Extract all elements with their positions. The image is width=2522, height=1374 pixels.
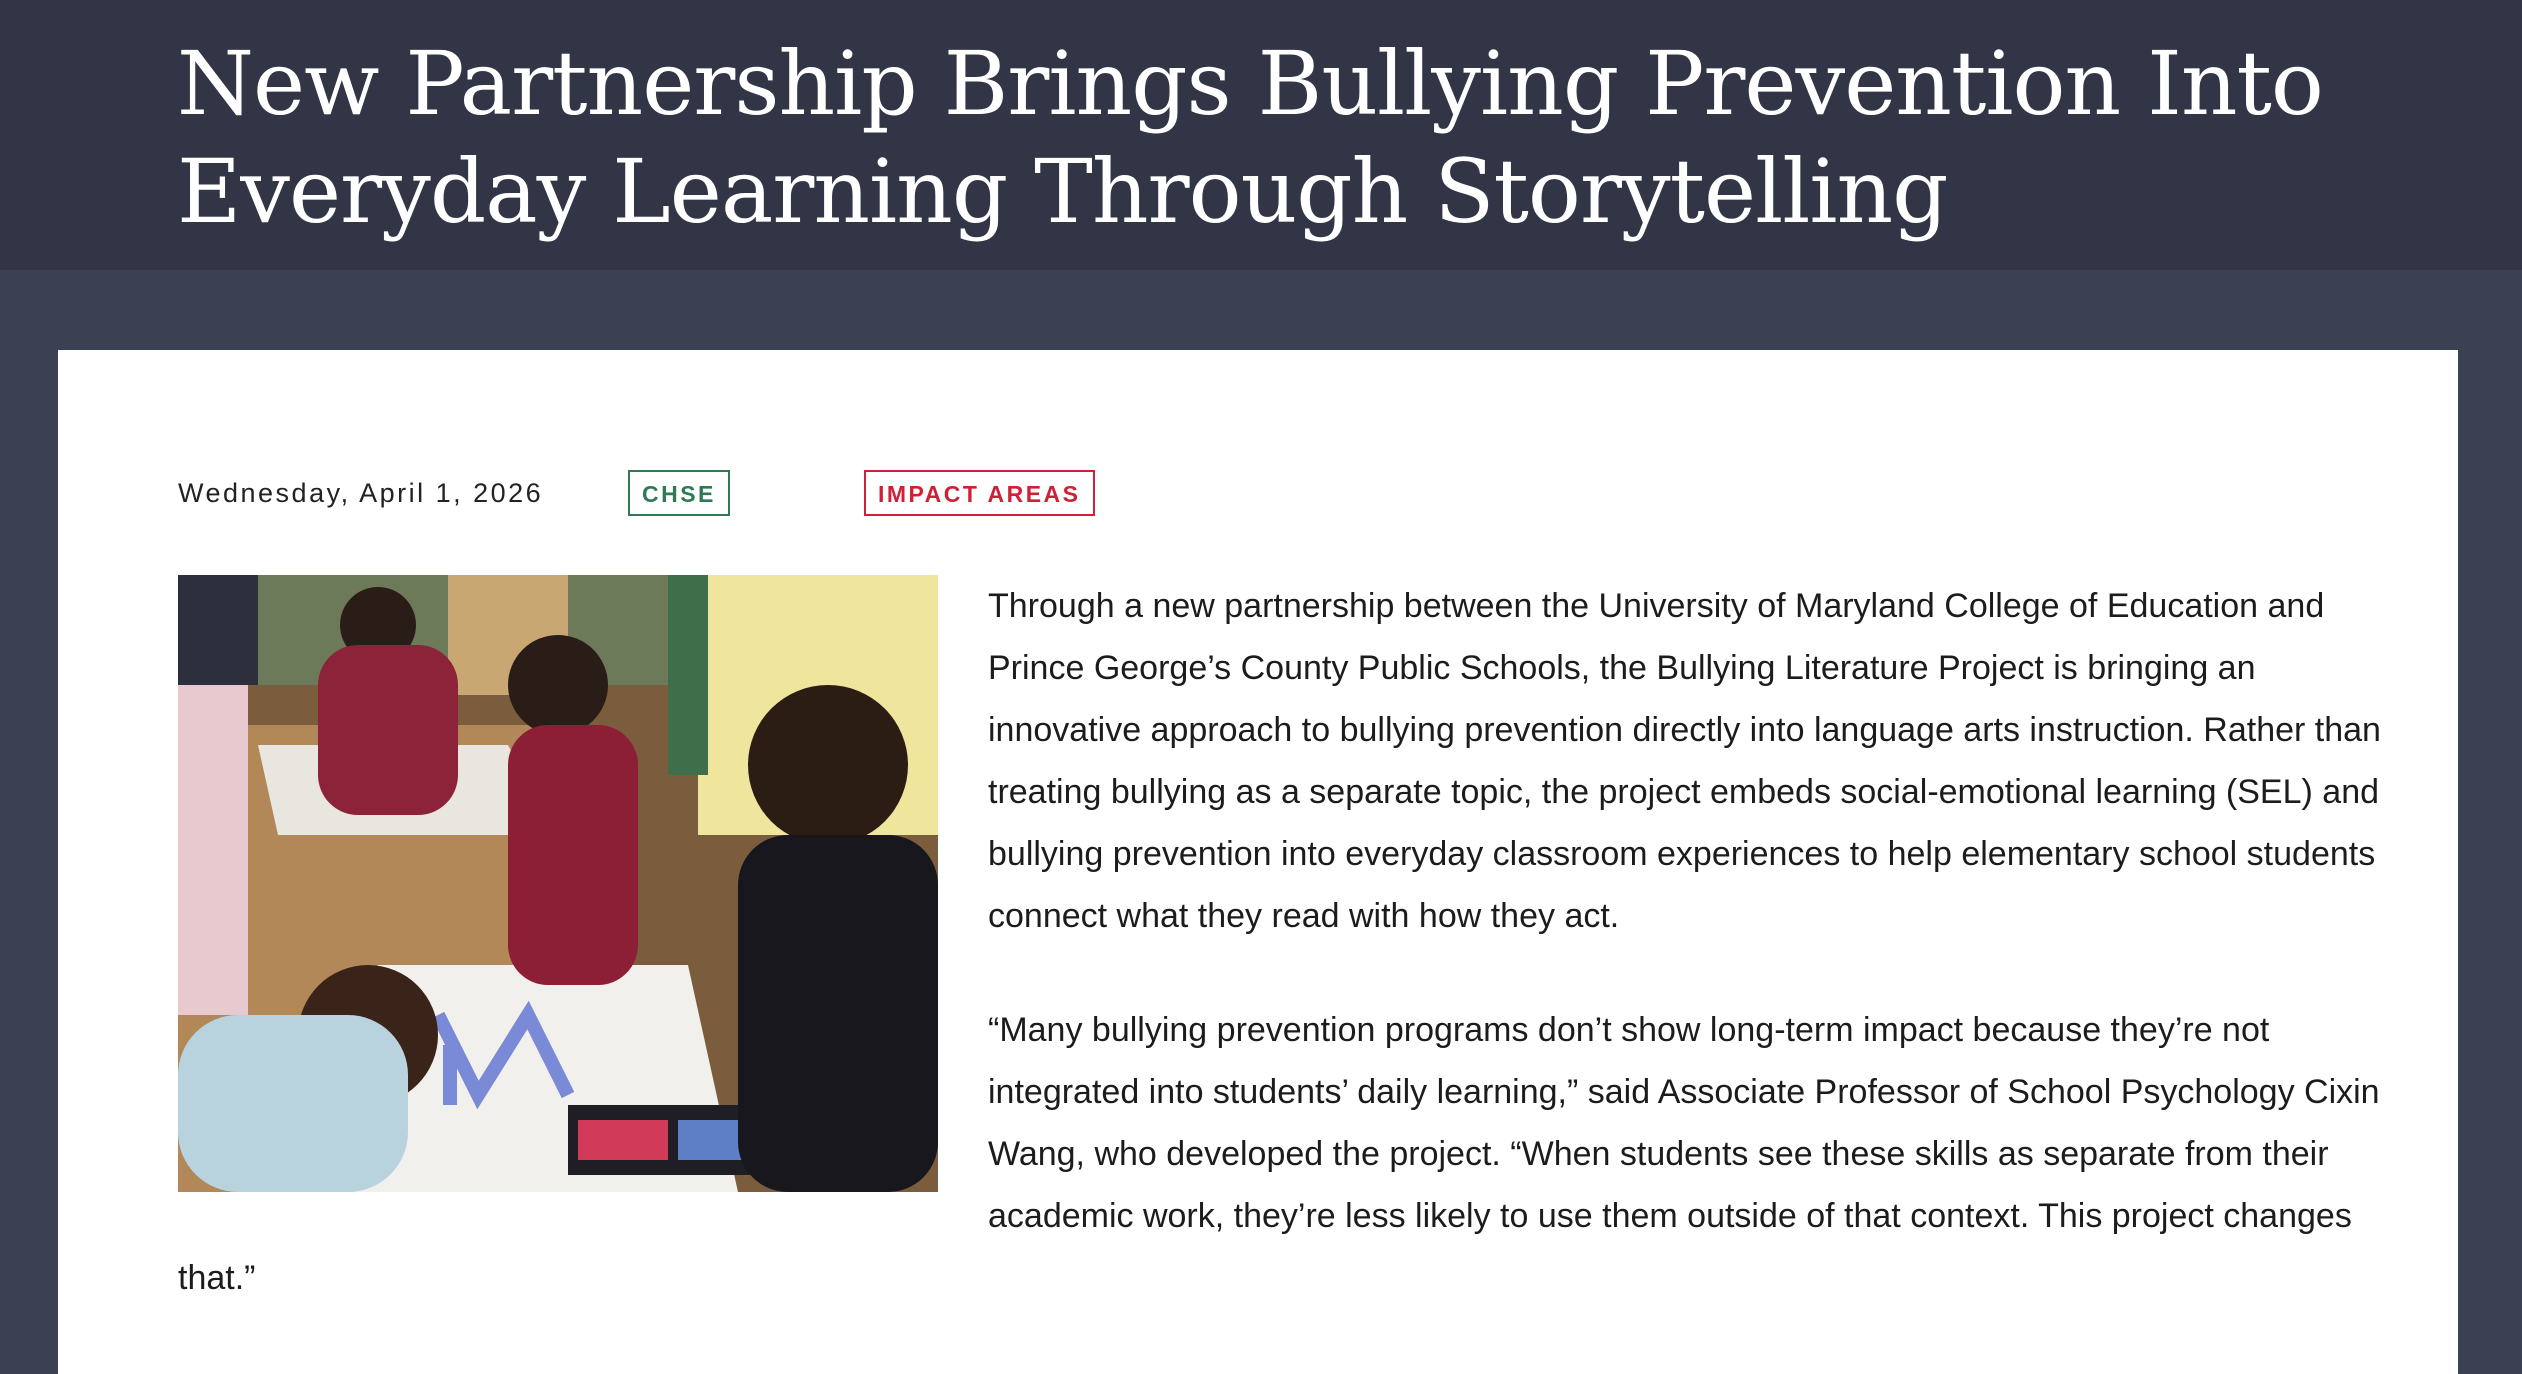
tag-impact-areas[interactable]: IMPACT AREAS	[864, 470, 1095, 516]
article-paragraph: Through a new partnership between the University of Maryland College of Education and Prince George’s County Public Schools, the Bullying Literature Project is bringing an innovative approach to bullying prevention directly into language arts instruction. Rather than treating bullying as a separate topic, the project embeds social-emotional learning (SEL) and bullying prevention into everyday classroom experiences to help elementary school students connect what they read with how they act.	[988, 587, 2381, 935]
page-title: New Partnership Brings Bullying Prevention Into Everyday Learning Through Storytelling	[177, 32, 2323, 243]
article-card	[58, 350, 2458, 1374]
tag-chse[interactable]: CHSE	[628, 470, 730, 516]
page-header	[0, 0, 2522, 270]
article-paragraph: “Many bullying prevention programs don’t show long-term impact because they’re not integrated into students’ daily learning,” said Associate Professor of School Psychology Cixin Wang, who developed the project. “When students see these skills as separate from their academic work, they’re less likely to use them outside of that context. This project changes that.”	[178, 1011, 2380, 1297]
article-date: Wednesday, April 1, 2026	[178, 478, 544, 508]
article-photo	[178, 575, 938, 1192]
article-body	[178, 575, 2398, 1361]
classroom-photo-illustration	[178, 575, 938, 1192]
